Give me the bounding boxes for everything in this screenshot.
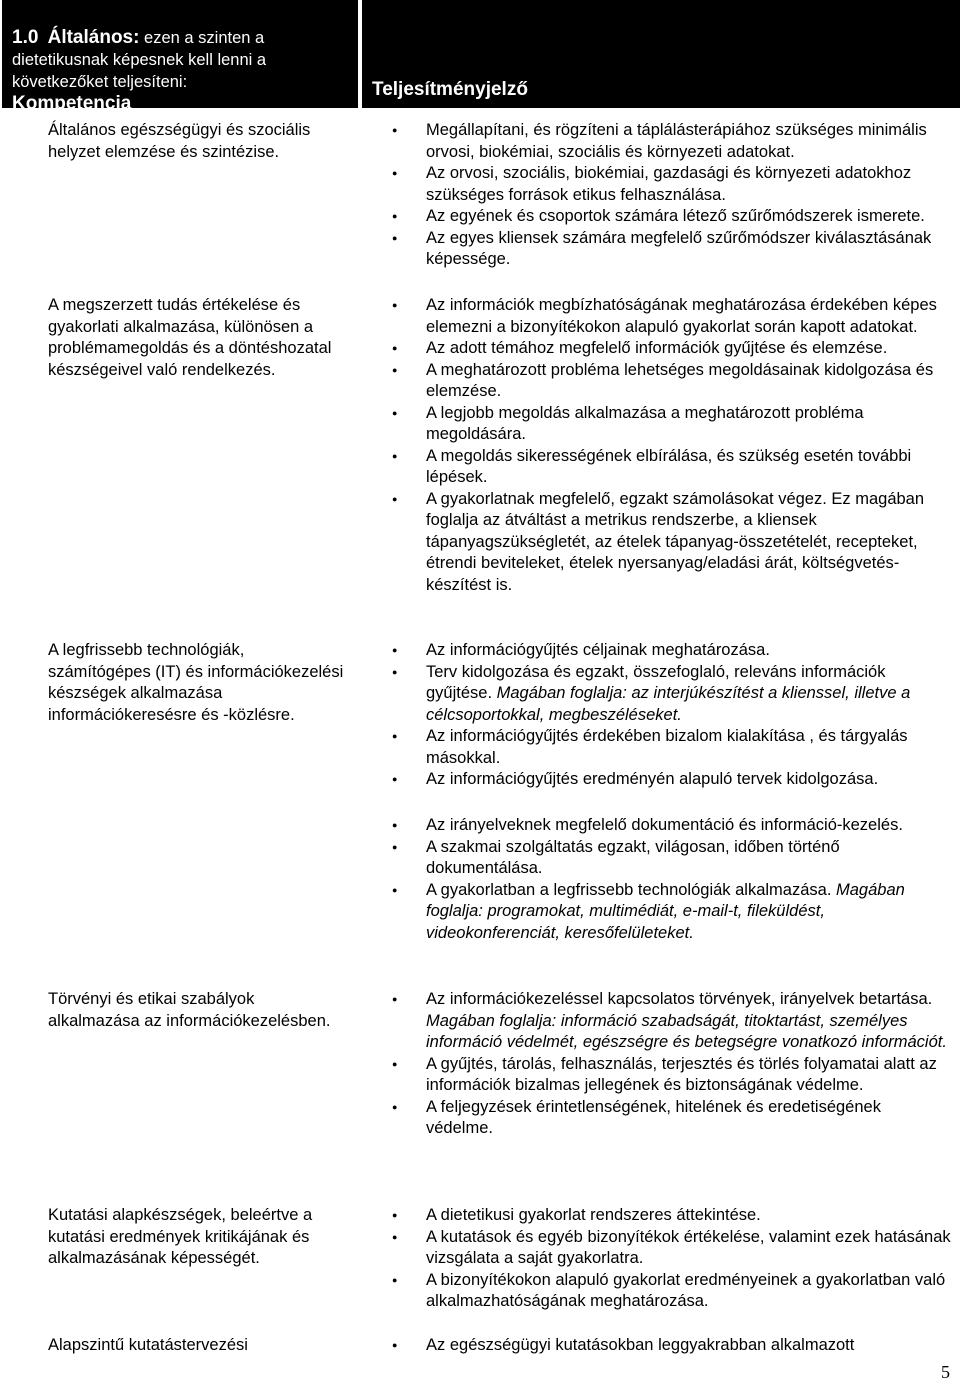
competency-1-4 — [10, 989, 350, 1032]
indicator-item: ● A feljegyzések érintetlenségének, hitelének és eredetiségének védelme. — [392, 1097, 952, 1140]
competency-1-6 — [10, 1335, 370, 1357]
column-header-competency: Kompetencia — [12, 93, 132, 114]
indicator-list-1-3 — [392, 640, 952, 791]
column-header-indicator: Teljesítményjelző — [372, 79, 528, 100]
competency-number — [10, 295, 48, 317]
competency-text: Általános egészségügyi és szociális helyzet elemzése és szintézise. — [48, 121, 311, 161]
competency-1-2 — [10, 295, 350, 381]
header-left-cell — [2, 0, 358, 114]
indicator-item: ● Az irányelveknek megfelelő dokumentáció és információ-kezelés. — [392, 815, 952, 837]
indicator-item: ● Az egészségügyi kutatásokban leggyakrabban alkalmazott — [392, 1335, 952, 1357]
indicator-item: ● Megállapítani, és rögzíteni a táplálásterápiához szükséges minimális orvosi, biokémiai, szociális és környezeti adatokat. — [392, 120, 952, 163]
indicator-item: ● Az egyes kliensek számára megfelelő szűrőmódszer kiválasztásának képessége. — [392, 228, 952, 271]
indicator-item: ● A meghatározott probléma lehetséges megoldásainak kidolgozása és elemzése. — [392, 360, 952, 403]
indicator-item — [392, 662, 952, 727]
section-number: 1.0 — [12, 27, 39, 48]
indicator-item: ● Az adott témához megfelelő információk gyűjtése és elemzése. — [392, 338, 952, 360]
competency-1-3 — [10, 640, 350, 726]
indicator-item: ● A megoldás sikerességének elbírálása, és szükség esetén további lépések. — [392, 446, 952, 489]
indicator-item: ● Az információgyűjtés érdekében bizalom kialakítása , és tárgyalás másokkal. — [392, 726, 952, 769]
indicator-item — [392, 880, 952, 945]
competency-1-5 — [10, 1205, 350, 1270]
indicator-item: ● Az információk megbízhatóságának meghatározása érdekében képes elemezni a bizonyítékokon alapuló gyakorlat során kapott adatokat. — [392, 295, 952, 338]
section-intro — [12, 27, 352, 93]
competency-number — [10, 120, 48, 142]
indicator-item: ● A kutatások és egyéb bizonyítékok értékelése, valamint ezek hatásának vizsgálata a saját gyakorlatra. — [392, 1227, 952, 1270]
competency-number — [10, 1335, 48, 1357]
competency-text: Alapszintű kutatástervezési — [48, 1336, 248, 1354]
indicator-list-1-1 — [392, 120, 952, 271]
indicator-item: ● A gyűjtés, tárolás, felhasználás, terjesztés és törlés folyamatai alatt az információk bizalmas jellegének és biztonságának védelme. — [392, 1054, 952, 1097]
header-right-cell — [362, 0, 960, 108]
indicator-list-1-3b — [392, 815, 952, 944]
indicator-item: ● A gyakorlatnak megfelelő, egzakt számolásokat végez. Ez magában foglalja az átváltást a metrikus rendszerbe, a kliensek tápanyagszükségletét, az ételek tápanyag-összetételét, recepteket, étrendi bevitelеket, ételek nyersanyag/eladási árát, költségvetés-készítést is. — [392, 489, 952, 597]
indicator-item: ● A legjobb megoldás alkalmazása a meghatározott probléma megoldására. — [392, 403, 952, 446]
indicator-text: Az információkezeléssel kapcsolatos törvények, irányelvek betartása. — [426, 990, 933, 1008]
indicator-italic-note: Magában foglalja: az interjúkészítést a klienssel, illetve a célcsoportokkal, megbeszéléseket. — [426, 684, 911, 724]
indicator-item: ● Az orvosi, szociális, biokémiai, gazdasági és környezeti adatokhoz szükséges források etikus felhasználása. — [392, 163, 952, 206]
indicator-item: ● A szakmai szolgáltatás egzakt, világosan, időben történő dokumentálása. — [392, 837, 952, 880]
indicator-list-1-6 — [392, 1335, 952, 1357]
indicator-item — [392, 989, 952, 1054]
competency-text: Törvényi és etikai szabályok alkalmazása az információkezelésben. — [48, 990, 331, 1030]
indicator-list-1-2 — [392, 295, 952, 596]
indicator-italic-note: Magában foglalja: információ szabadságát, titoktartást, személyes információ védelmét, egészségre és betegségre vonatkozó információt. — [426, 1011, 947, 1051]
indicator-item: ● Az információgyűjtés céljainak meghatározása. — [392, 640, 952, 662]
indicator-item: ● Az egyének és csoportok számára létező szűrőmódszerek ismerete. — [392, 206, 952, 228]
indicator-item: ● A dietetikusi gyakorlat rendszeres áttekintése. — [392, 1205, 952, 1227]
indicator-text: Terv kidolgozása és egzakt, összefoglaló, releváns információk gyűjtése. — [426, 662, 886, 702]
indicator-item: ● A bizonyítékokon alapuló gyakorlat eredményeinek a gyakorlatban való alkalmazhatóságának meghatározása. — [392, 1270, 952, 1313]
indicator-list-1-4 — [392, 989, 952, 1140]
indicator-item: ● Az információgyűjtés eredményén alapuló tervek kidolgozása. — [392, 769, 952, 791]
competency-number — [10, 1205, 48, 1227]
competency-1-1 — [10, 120, 350, 163]
competency-text: Kutatási alapkészségek, beleértve a kutatási eredmények kritikájának és alkalmazásának képességét. — [48, 1206, 313, 1267]
competency-text: A legfrissebb technológiák, számítógépes (IT) és információkezelési készségek alkalmazása információkeresésre és -közlésre. — [48, 641, 344, 724]
indicator-text: A gyakorlatban a legfrissebb technológiák alkalmazása. — [426, 880, 836, 899]
section-intro-text: ezen a szinten a dietetikusnak képesnek kell lenni a következőket teljesíteni: — [12, 29, 267, 91]
indicator-list-1-5 — [392, 1205, 952, 1313]
page-number: 5 — [941, 1362, 950, 1382]
competency-number — [10, 640, 48, 662]
section-title: Általános: — [47, 27, 140, 48]
competency-number — [10, 989, 48, 1011]
competency-text: A megszerzett tudás értékelése és gyakorlati alkalmazása, különösen a problémamegoldás és a döntéshozatal készségeivel való rendelkezés. — [48, 296, 332, 379]
indicator-italic-note: Magában foglalja: programokat, multimédiát, e-mail-t, fileküldést, videokonferenciát, keresőfelületeket. — [426, 880, 905, 942]
